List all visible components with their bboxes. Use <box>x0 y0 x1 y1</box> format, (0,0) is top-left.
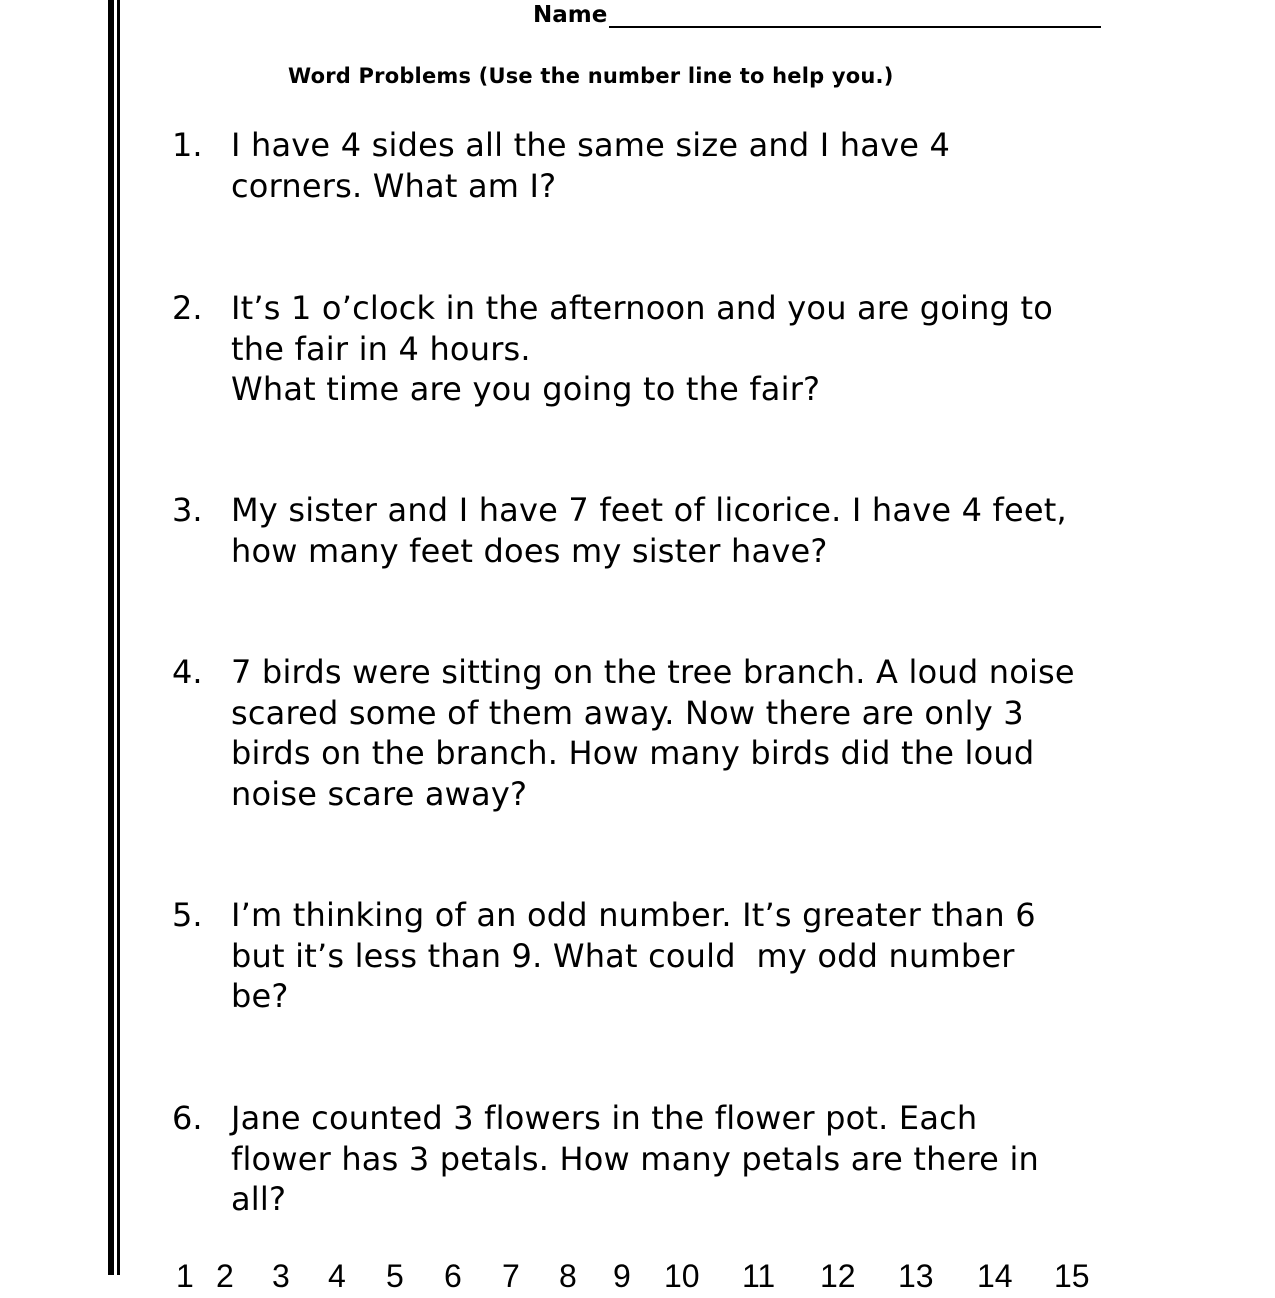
problem-text-line: My sister and I have 7 feet of licorice. I have 4 feet, <box>231 491 1067 529</box>
problem-text-line: 7 birds were sitting on the tree branch. A loud noise <box>231 653 1075 691</box>
problem-text-line: how many feet does my sister have? <box>231 531 828 570</box>
number-line-tick-label: 14 <box>977 1258 1013 1294</box>
problem-number: 3. <box>172 491 203 529</box>
problem-number: 4. <box>172 653 203 691</box>
number-line-tick-label: 6 <box>444 1258 462 1294</box>
problem-text-line: I have 4 sides all the same size and I have 4 <box>231 126 951 164</box>
problem-text-line: corners. What am I? <box>231 166 557 205</box>
number-line-tick-label: 11 <box>742 1258 776 1294</box>
problem-text-line: be? <box>231 977 289 1015</box>
number-line <box>172 1258 1112 1298</box>
number-line-tick-label: 10 <box>664 1258 700 1294</box>
problem-number: 5. <box>172 896 203 934</box>
name-blank-line[interactable] <box>609 2 1101 28</box>
number-line-tick-label: 13 <box>898 1258 934 1294</box>
name-field-row <box>533 2 1101 28</box>
problem-text-line: all? <box>231 1180 287 1218</box>
problem-text-line: but it’s less than 9. What could my odd number <box>231 936 1015 975</box>
number-line-tick-label: 3 <box>272 1258 290 1294</box>
number-line-tick-label: 7 <box>502 1258 520 1294</box>
problem-text-line: It’s 1 o’clock in the afternoon and you are going to <box>231 289 1054 327</box>
number-line-tick-label: 15 <box>1054 1258 1090 1294</box>
number-line-tick-label: 8 <box>559 1258 577 1294</box>
number-line-tick-label: 9 <box>613 1258 631 1294</box>
problem-number: 1. <box>172 126 203 164</box>
problem-text-line: noise scare away? <box>231 774 528 813</box>
problem-number: 6. <box>172 1099 203 1137</box>
problem-text-line: I’m thinking of an odd number. It’s greater than 6 <box>231 896 1036 934</box>
worksheet-title: Word Problems (Use the number line to help you.) <box>288 64 894 88</box>
problem-text-line: What time are you going to the fair? <box>231 370 821 408</box>
problem-number: 2. <box>172 289 203 327</box>
problem-text-line: Jane counted 3 flowers in the flower pot. Each <box>231 1099 978 1137</box>
name-label: Name <box>533 2 608 28</box>
number-line-tick-label: 5 <box>386 1258 404 1294</box>
problem-text-line: the fair in 4 hours. <box>231 329 531 368</box>
number-line-tick-label: 12 <box>820 1258 856 1294</box>
page-border-thick <box>108 0 114 1275</box>
page-border-thin <box>117 0 120 1275</box>
problem-text-line: flower has 3 petals. How many petals are there in <box>231 1139 1040 1178</box>
number-line-tick-label: 2 <box>216 1258 234 1294</box>
number-line-tick-label: 1 <box>176 1258 194 1294</box>
problem-text-line: scared some of them away. Now there are only 3 <box>231 693 1024 732</box>
problem-text-line: birds on the branch. How many birds did the loud <box>231 734 1035 772</box>
number-line-tick-label: 4 <box>328 1258 346 1294</box>
